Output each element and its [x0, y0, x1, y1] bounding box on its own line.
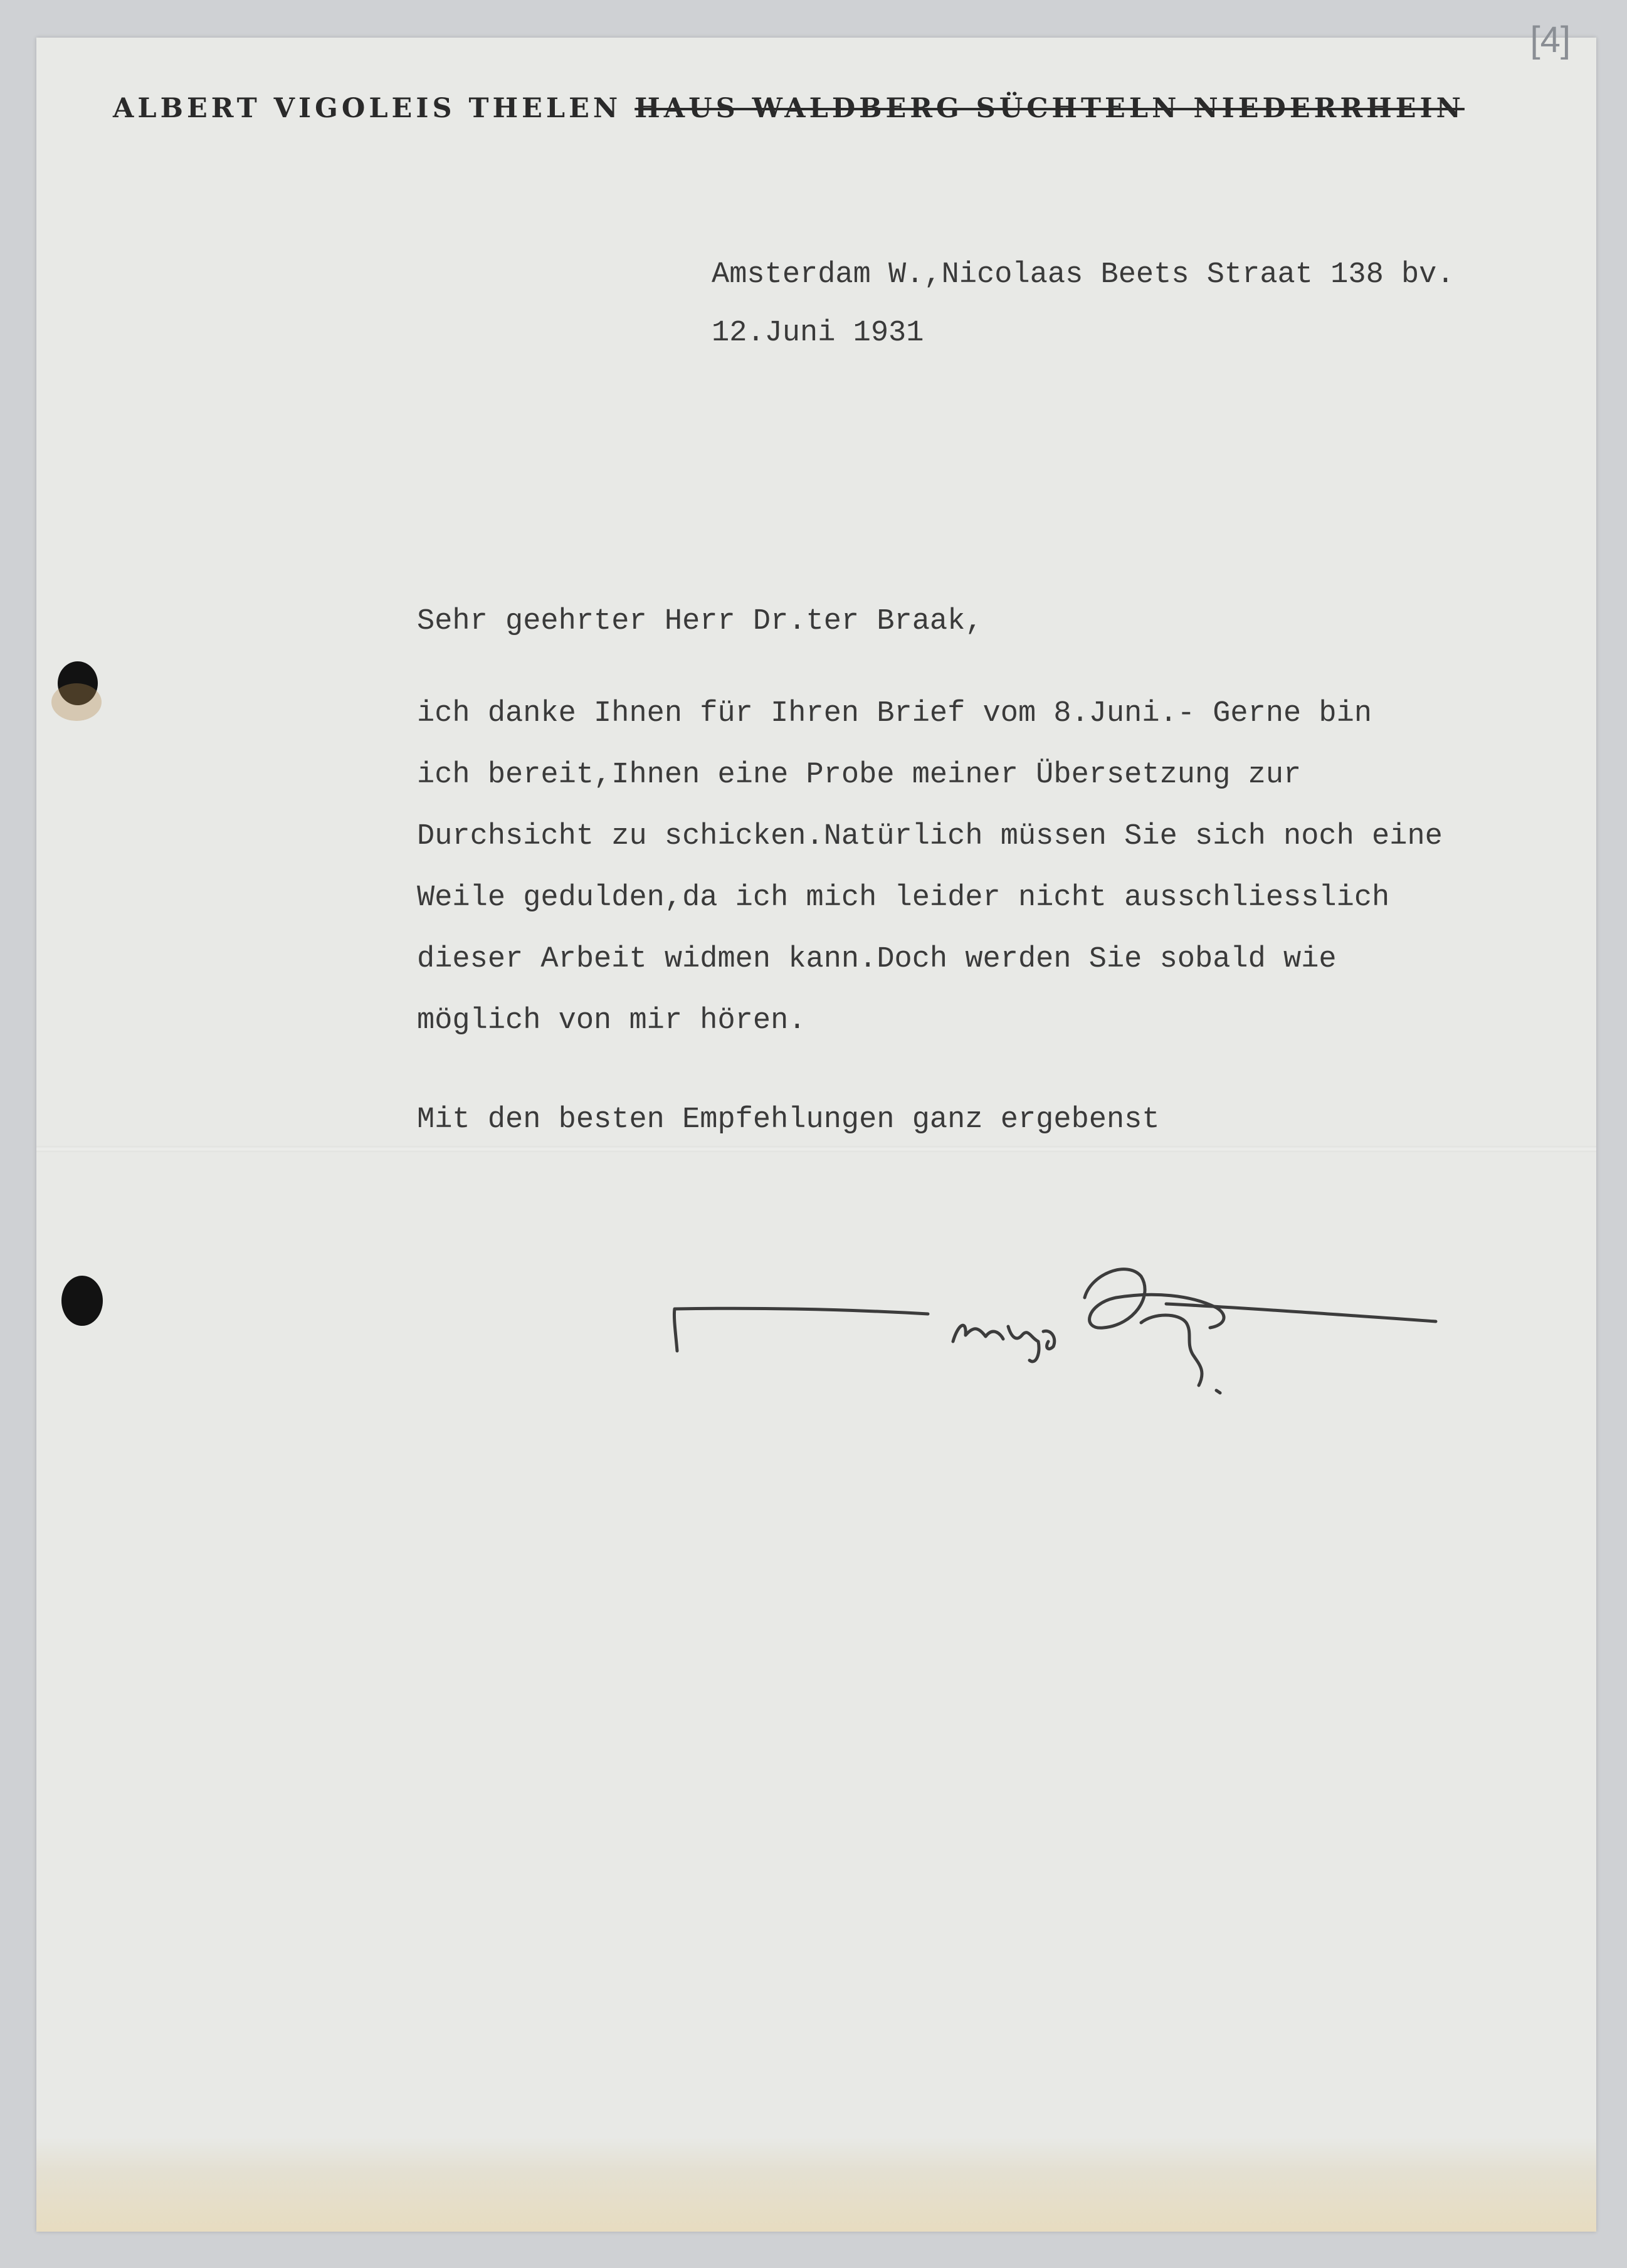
- punch-hole-stain: [51, 683, 102, 721]
- salutation: Sehr geehrter Herr Dr.ter Braak,: [417, 605, 983, 638]
- sender-address: Amsterdam W.,Nicolaas Beets Straat 138 bv.: [712, 258, 1455, 291]
- body-line: Weile gedulden,da ich mich leider nicht ausschliesslich: [417, 881, 1390, 915]
- body-line: ich bereit,Ihnen eine Probe meiner Übersetzung zur: [417, 759, 1302, 792]
- letter-date: 12.Juni 1931: [712, 317, 924, 350]
- paper-fold: [36, 1146, 1596, 1152]
- handwritten-signature: [652, 1247, 1467, 1436]
- letterhead: [113, 93, 1465, 124]
- letterhead-struck-address: HAUS WALDBERG SÜCHTELN NIEDERRHEIN: [634, 93, 1465, 124]
- body-line: dieser Arbeit widmen kann.Doch werden Sie sobald wie: [417, 943, 1337, 976]
- letterhead-name: ALBERT VIGOLEIS THELEN: [113, 93, 622, 124]
- paper-bottom-edge: [36, 2138, 1596, 2232]
- punch-hole: [61, 1276, 103, 1326]
- archive-number: [4]: [1530, 19, 1571, 60]
- closing-line: Mit den besten Empfehlungen ganz ergebenst: [417, 1103, 1160, 1137]
- body-line: Durchsicht zu schicken.Natürlich müssen Sie sich noch eine: [417, 820, 1443, 853]
- body-line: möglich von mir hören.: [417, 1004, 806, 1037]
- body-line: ich danke Ihnen für Ihren Brief vom 8.Juni.- Gerne bin: [417, 697, 1372, 730]
